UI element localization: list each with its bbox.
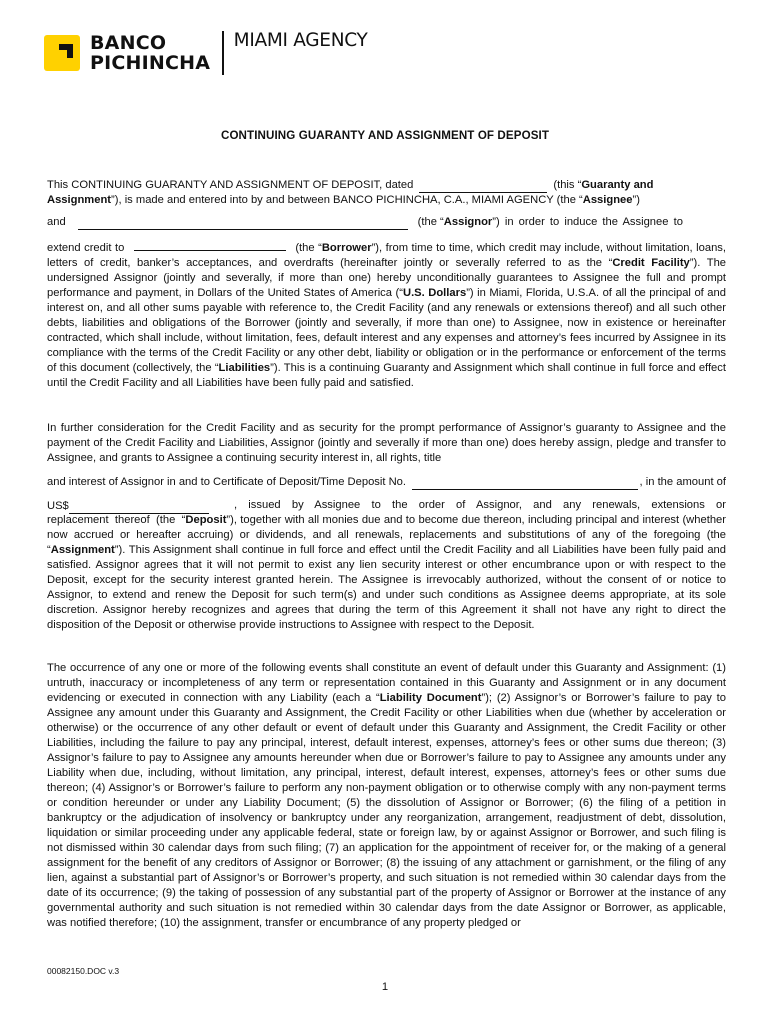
p1-text-obligations: ”) in Miami, Florida, U.S.A. of all the principal of and interest on, and all other sums payable with reference to, the Credit Facility (and any renewals or extensions thereof) and all such other debts, liabilities and obligations of the Borrower (jointly and severally, if more than one) to Assignee, now in existence or hereinafter contracted, which shall include, without limitation, fees, default interest and any expenses and attorney’s fees incurred by Assignee in its compliance with the terms of the Credit Facility or any other debt, liability or obligation or in the performance or enforcement of the terms of this document (collectively, the “ xyxy=(47,287,726,374)
paragraph-1 xyxy=(47,178,726,391)
p1-term-us-dollars: U.S. Dollars xyxy=(402,287,467,299)
p1-line-2 xyxy=(47,193,726,208)
deposit-number-blank[interactable] xyxy=(412,478,638,490)
p1-text-the-borrower: (the “ xyxy=(295,242,322,254)
p2-text-effect: ”). This Assignment shall continue in full force and effect until the Credit Facility and all Liabilities have been fully paid and satisfied. Assignor agrees that it will not permit to exist any lien security interest or other encumbrance upon or with respect to the Deposit, except for the security interest granted herein. The Assignee is irrevocably authorized, without the consent of or notice to Assignor, to extend and renew the Deposit for such term(s) and under such conditions as Assignee deems appropriate, at its sole discretion. Assignor hereby recognizes and agrees that during the term of this Agreement it shall not have any right to direct the disposition of the Deposit or otherwise provide instructions to Assignee with respect to the Deposit. xyxy=(47,544,726,631)
paragraph-3 xyxy=(47,661,726,931)
bank-name-line1: BANCO xyxy=(90,32,167,54)
page-number: 1 xyxy=(381,981,389,993)
p1-text-dated: This CONTINUING GUARANTY AND ASSIGNMENT OF DEPOSIT, dated xyxy=(47,179,414,191)
p1-text-this: (this “ xyxy=(553,179,582,191)
p1-term-borrower: Borrower xyxy=(321,242,372,254)
p1-text-credit: ”), from time to time, which credit may include, without limitation, loans, letters of credit, banker’s acceptances, and overdrafts (hereinafter jointly or severally referred to as the “ xyxy=(47,242,727,269)
p1-term-liabilities: Liabilities xyxy=(218,362,271,374)
assignor-name-blank[interactable] xyxy=(78,218,408,230)
p3-term-liability-document: Liability Document xyxy=(379,692,482,704)
p1-line-3 xyxy=(47,215,726,230)
date-blank[interactable] xyxy=(419,181,547,193)
p1-text-guarantee: ”). The undersigned Assignor (jointly and severally, if more than one) hereby unconditionally guarantees to Assignee the full and prompt performance and payment, in Dollars of the United States of America (“ xyxy=(47,257,727,299)
p1-body xyxy=(47,239,726,391)
p1-text-extend: extend credit to xyxy=(47,242,125,254)
p2-deposit-line xyxy=(47,475,726,490)
p3-text-default: The occurrence of any one or more of the following events shall constitute an event of default under this Guaranty and Assignment: (1) untruth, inaccuracy or incompleteness of any term or representation contained in this Guaranty and Assignment or in any document evidencing or executed in connection with any Liability (each a “ xyxy=(47,662,726,704)
bank-name-line2: PICHINCHA xyxy=(90,52,211,74)
logo-divider xyxy=(222,31,224,75)
p2-text-amount: , in the amount of xyxy=(639,476,726,488)
p2-text-consideration: In further consideration for the Credit Facility and as security for the prompt performance of Assignor’s guaranty to Assignee and the payment of the Credit Facility and Liabilities, Assignor (jointly and severally if more than one) does hereby assign, pledge and transfer to Assignee, and grants to Assignee a continuing security interest in, all rights, title xyxy=(47,422,726,464)
p2-text-issued: , issued by Assignee to the order of Assignor, and any renewals, extensions or replacement thereof (the “ xyxy=(47,499,726,526)
document-code: 00082150.DOC v.3 xyxy=(47,966,120,976)
p1-text-the: (the “ xyxy=(417,216,444,228)
p2-text-monies: ”), together with all monies due and to become due thereon, including principal and interest (whether now accrued or hereafter accruing) or dividends, and all renewals, replacements and substitutions of any of the foregoing (the “ xyxy=(47,514,726,556)
p1-term-credit-facility: Credit Facility xyxy=(612,257,690,269)
bank-name xyxy=(90,33,210,73)
p1-term-guaranty: Guaranty and xyxy=(581,179,654,191)
letterhead xyxy=(44,28,368,78)
borrower-name-blank[interactable] xyxy=(134,239,286,251)
p2-term-assignment: Assignment xyxy=(50,544,115,556)
p1-term-assignment: Assignment xyxy=(47,194,112,206)
p2-text-usd: US$ xyxy=(47,500,69,512)
p1-line-1 xyxy=(47,178,726,193)
p3-text-events: ”); (2) Assignor’s or Borrower’s failure to pay to Assignee any amount under this Guaranty and Assignment, the Credit Facility or other Liabilities when due (whether by acceleration or otherwise) or the occurrence of any other default or event of default under this Guaranty and Assignment, the Credit Facility or other Liabilities, including the failure to pay any principal, interest, default interest, expenses, attorney’s fees or other sums due thereon; (3) Assignor’s failure to pay to Assignee any amounts hereunder when due or Borrower’s failure to pay to Assignee any amounts under any Liability when due, including, without limitation, any principal, interest, default interest, expenses, attorney’s fees or other sums due thereon; (4) Assignor’s or Borrower’s failure to perform any non-payment obligation or to otherwise comply with any non-payment terms or condition hereunder or under any Liability Document; (5) the dissolution of Assignor or Borrower; (6) the filing of a petition in bankruptcy or the adjudication of insolvency or bankruptcy under any reorganization, arrangement, readjustment of debt, dissolution, liquidation or similar proceeding under any applicable federal, state or foreign law, by or against Assignor or Borrower, and such filing is not dismissed within 30 calendar days from such filing; (7) an application for the appointment of receiver for, or the making of a general assignment for the benefit of any creditors of Assignor or Borrower; (8) the issuing of any attachment or garnishment, or the filing of any lien, against a substantial part of Assignor’s or Borrower’s property, and such situation is not remedied within 30 calendar days from the date of its occurrence; (9) the taking of possession of any substantial part of the property of Assignor or Borrower at the instance of any governmental authority and such situation is not remedied within 30 calendar days from the date Assignor or Borrower, as applicable, was notified therefore; (10) the assignment, transfer or encumbrance of any property pledged or xyxy=(47,692,727,929)
paragraph-2-body xyxy=(47,498,726,633)
p2-term-deposit: Deposit xyxy=(185,514,227,526)
p1-text-induce: ”) in order to induce the Assignee to xyxy=(492,216,683,228)
p1-text-continuing: ”). This is a continuing Guaranty and Assignment which shall continue in full force and effect until the Credit Facility and all Liabilities have been fully paid and satisfied. xyxy=(47,362,726,389)
p1-term-assignor: Assignor xyxy=(443,216,493,228)
p2-text-certificate: and interest of Assignor in and to Certificate of Deposit/Time Deposit No. xyxy=(47,476,407,488)
p1-text-and: and xyxy=(47,216,66,228)
p1-text-parties: ”), is made and entered into by and between BANCO PICHINCHA, C.A., MIAMI AGENCY (the “ xyxy=(111,194,583,206)
p1-term-assignee: Assignee xyxy=(582,194,633,206)
document-title: CONTINUING GUARANTY AND ASSIGNMENT OF DEPOSIT xyxy=(220,129,550,142)
agency-name: MIAMI AGENCY xyxy=(233,30,368,51)
p1-text-close: ”) xyxy=(632,194,640,206)
banco-pichincha-logo-icon xyxy=(44,35,80,71)
